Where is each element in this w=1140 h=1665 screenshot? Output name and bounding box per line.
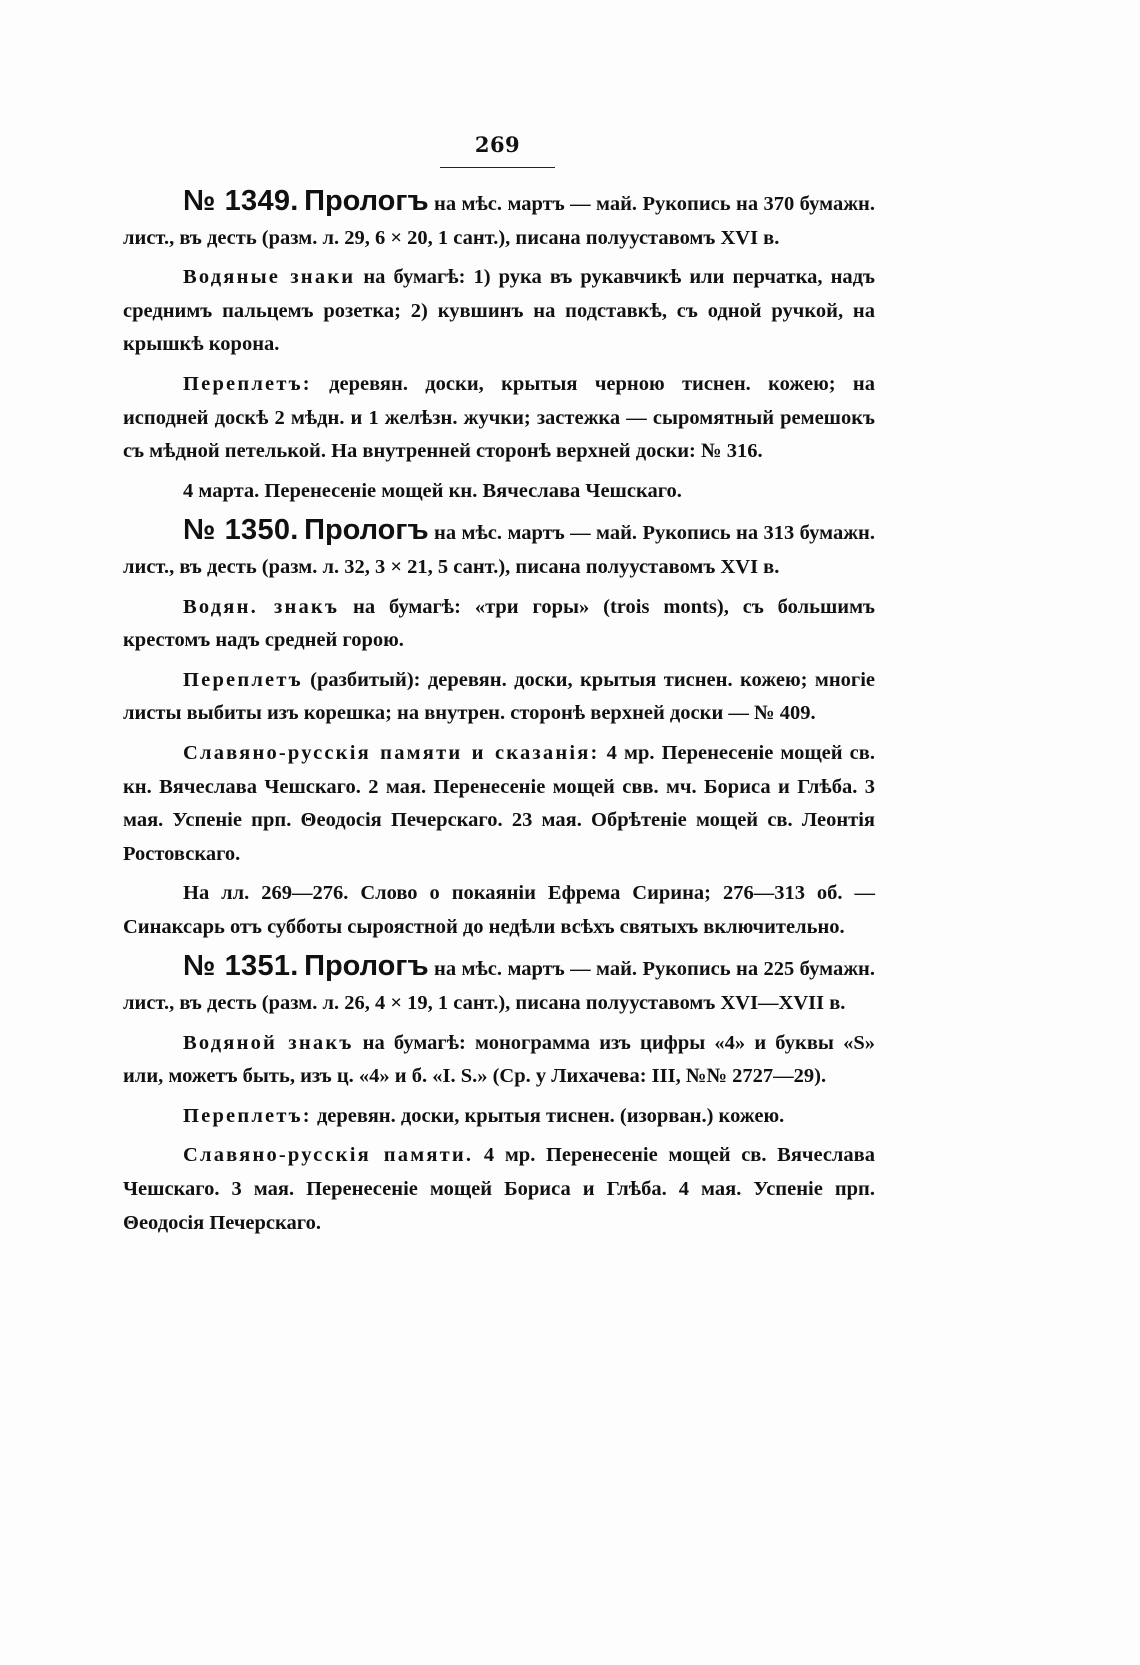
- paragraph-text: деревян. доски, крытыя тиснен. (изорван.) кожею.: [311, 1104, 785, 1127]
- entry-description: на мѣс. мартъ — май. Рукопись на 370 бумажн. лист., въ десть (разм. л. 29, 6 × 20, 1 сант.), писана полууставомъ XVI в.: [123, 193, 875, 249]
- paragraph-text: деревян. доски, крытыя черною тиснен. кожею; на исподней доскѣ 2 мѣдн. и 1 желѣзн. жучки; застежка — сыромятный ремешокъ съ мѣдной петелькой. На внутренней сторонѣ верхней доски: № 316.: [123, 372, 875, 463]
- paragraph-text: (разбитый): деревян. доски, крытыя тиснен. кожею; многіе листы выбиты изъ корешка; на внутрен. сторонѣ верхней доски — № 409.: [123, 668, 875, 725]
- entry-heading: [123, 514, 875, 584]
- entry-paragraph: [123, 1027, 875, 1094]
- paragraph-text: на бумагѣ: монограмма изъ цифры «4» и буквы «S» или, можетъ быть, изъ ц. «4» и б. «I. S.» (Ср. у Лихачева: III, №№ 2727—29).: [123, 1031, 875, 1088]
- entry-title: Прологъ: [304, 950, 429, 983]
- entry-paragraph: [123, 475, 875, 509]
- entry-description: на мѣс. мартъ — май. Рукопись на 225 бумажн. лист., въ десть (разм. л. 26, 4 × 19, 1 сант.), писана полууставомъ XVI—XVII в.: [123, 958, 875, 1015]
- paragraph-lead: Славяно-русскія памяти.: [183, 1144, 474, 1167]
- entry-paragraph: [123, 261, 875, 362]
- entry-paragraph: [123, 737, 875, 871]
- paragraph-text: на бумагѣ: «три горы» (trois monts), съ большимъ крестомъ надъ средней горою.: [123, 595, 876, 652]
- catalog-entry-1350: [123, 514, 875, 944]
- paragraph-lead: Переплетъ:: [183, 372, 312, 395]
- entry-number: № 1351.: [183, 950, 299, 983]
- entry-heading: [123, 950, 875, 1020]
- paragraph-text: 4 мр. Перенесеніе мощей св. кн. Вячеслава Чешскаго. 2 мая. Перенесеніе мощей свв. мч. Бориса и Глѣба. 3 мая. Успеніе прп. Θеодосія Печерскаго. 23 мая. Обрѣтеніе мощей св. Леонтія Ростовскаго.: [123, 741, 875, 865]
- entry-title: Прологъ: [304, 514, 429, 547]
- entry-number: № 1350.: [183, 514, 299, 547]
- paragraph-lead: Славяно-русскія памяти и сказанія:: [183, 741, 600, 764]
- paragraph-lead: Переплетъ:: [183, 1104, 312, 1127]
- paragraph-lead: Водяной знакъ: [183, 1031, 354, 1054]
- catalog-text: [123, 185, 875, 1246]
- paragraph-lead: Водяные знаки: [183, 266, 356, 289]
- page-number: 269: [474, 132, 521, 157]
- paragraph-text: На лл. 269—276. Слово о покаяніи Ефрема Сирина; 276—313 об. — Синаксарь отъ субботы сыроястной до недѣли всѣхъ святыхъ включительно.: [123, 882, 875, 938]
- entry-paragraph: [123, 877, 875, 944]
- catalog-entry-1349: [123, 185, 875, 508]
- paragraph-lead: Водян. знакъ: [183, 595, 340, 618]
- entry-paragraph: [123, 591, 875, 658]
- catalog-entry-1351: [123, 950, 875, 1240]
- paragraph-text: 4 мр. Перенесеніе мощей св. Вячеслава Чешскаго. 3 мая. Перенесеніе мощей Бориса и Глѣба. 4 мая. Успеніе прп. Θеодосія Печерскаго.: [123, 1144, 875, 1234]
- entry-paragraph: [123, 1100, 875, 1134]
- entry-heading: [123, 185, 875, 255]
- entry-paragraph: [123, 1139, 875, 1240]
- entry-paragraph: [123, 664, 875, 731]
- page-number-rule: [440, 167, 555, 168]
- entry-paragraph: [123, 368, 875, 469]
- paragraph-text: на бумагѣ: 1) рука въ рукавчикѣ или перчатка, надъ среднимъ пальцемъ розетка; 2) кувшинъ на подставкѣ, съ одной ручкой, на крышкѣ корона.: [123, 266, 876, 356]
- paragraph-text: 4 марта. Перенесеніе мощей кн. Вячеслава Чешскаго.: [183, 479, 682, 502]
- entry-description: на мѣс. мартъ — май. Рукопись на 313 бумажн. лист., въ десть (разм. л. 32, 3 × 21, 5 сант.), писана полууставомъ XVI в.: [123, 522, 875, 578]
- paragraph-lead: Переплетъ: [183, 668, 303, 691]
- entry-title: Прологъ: [304, 185, 429, 217]
- entry-number: № 1349.: [183, 185, 299, 217]
